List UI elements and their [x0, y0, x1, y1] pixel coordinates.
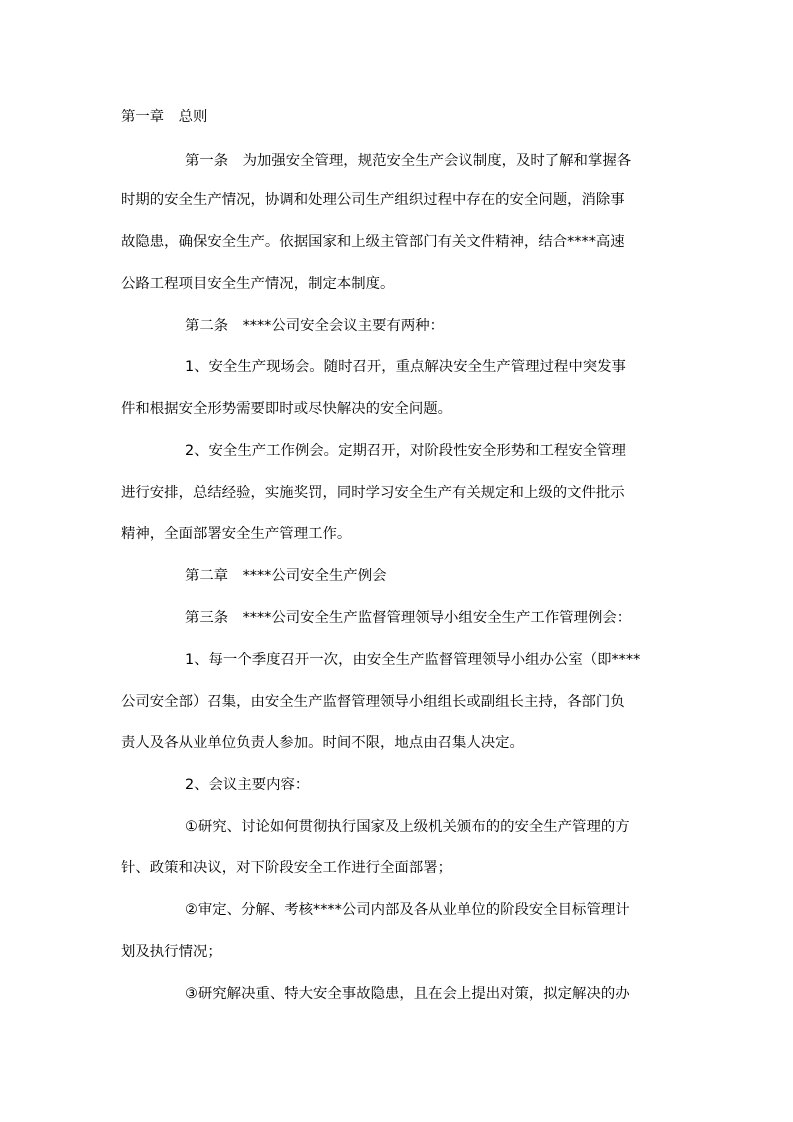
paragraph-line: 1、安全生产现场会。随时召开，重点解决安全生产管理过程中突发事 [185, 359, 626, 375]
paragraph-line: 故隐患，确保安全生产。依据国家和上级主管部门有关文件精神，结合****高速 [121, 234, 625, 250]
paragraph-line: 第一条 为加强安全管理，规范安全生产会议制度，及时了解和掌握各 [185, 153, 632, 169]
paragraph-line: 第二条 ****公司安全会议主要有两种： [185, 318, 445, 334]
paragraph-line: 1、每一个季度召开一次，由安全生产监督管理领导小组办公室（即**** [185, 652, 641, 668]
paragraph-line: 公司安全部）召集，由安全生产监督管理领导小组组长或副组长主持，各部门负 [121, 694, 625, 710]
paragraph-line: 2、会议主要内容： [185, 777, 310, 793]
chapter-2-heading: 第二章 ****公司安全生产例会 [185, 568, 387, 584]
paragraph-line: ③研究解决重、特大安全事故隐患，且在会上提出对策，拟定解决的办 [185, 986, 630, 1002]
paragraph-line: ①研究、讨论如何贯彻执行国家及上级机关颁布的的安全生产管理的方 [185, 819, 630, 835]
paragraph-line: 第三条 ****公司安全生产监督管理领导小组安全生产工作管理例会： [185, 610, 632, 626]
paragraph-line: 件和根据安全形势需要即时或尽快解决的安全问题。 [121, 401, 452, 417]
paragraph-line: 进行安排，总结经验，实施奖罚，同时学习安全生产有关规定和上级的文件批示 [121, 485, 625, 501]
paragraph-line: 精神，全面部署安全生产管理工作。 [121, 526, 352, 542]
paragraph-line: 针、政策和决议，对下阶段安全工作进行全面部署； [121, 860, 452, 876]
chapter-1-heading: 第一章 总则 [121, 109, 208, 125]
paragraph-line: 时期的安全生产情况，协调和处理公司生产组织过程中存在的安全问题，消除事 [121, 192, 625, 208]
paragraph-line: 划及执行情况； [121, 944, 222, 960]
paragraph-line: 公路工程项目安全生产情况，制定本制度。 [121, 276, 395, 292]
paragraph-line: 责人及各从业单位负责人参加。时间不限，地点由召集人决定。 [121, 735, 524, 751]
paragraph-line: 2、安全生产工作例会。定期召开，对阶段性安全形势和工程安全管理 [185, 443, 626, 459]
paragraph-line: ②审定、分解、考核****公司内部及各从业单位的阶段安全目标管理计 [185, 902, 630, 918]
